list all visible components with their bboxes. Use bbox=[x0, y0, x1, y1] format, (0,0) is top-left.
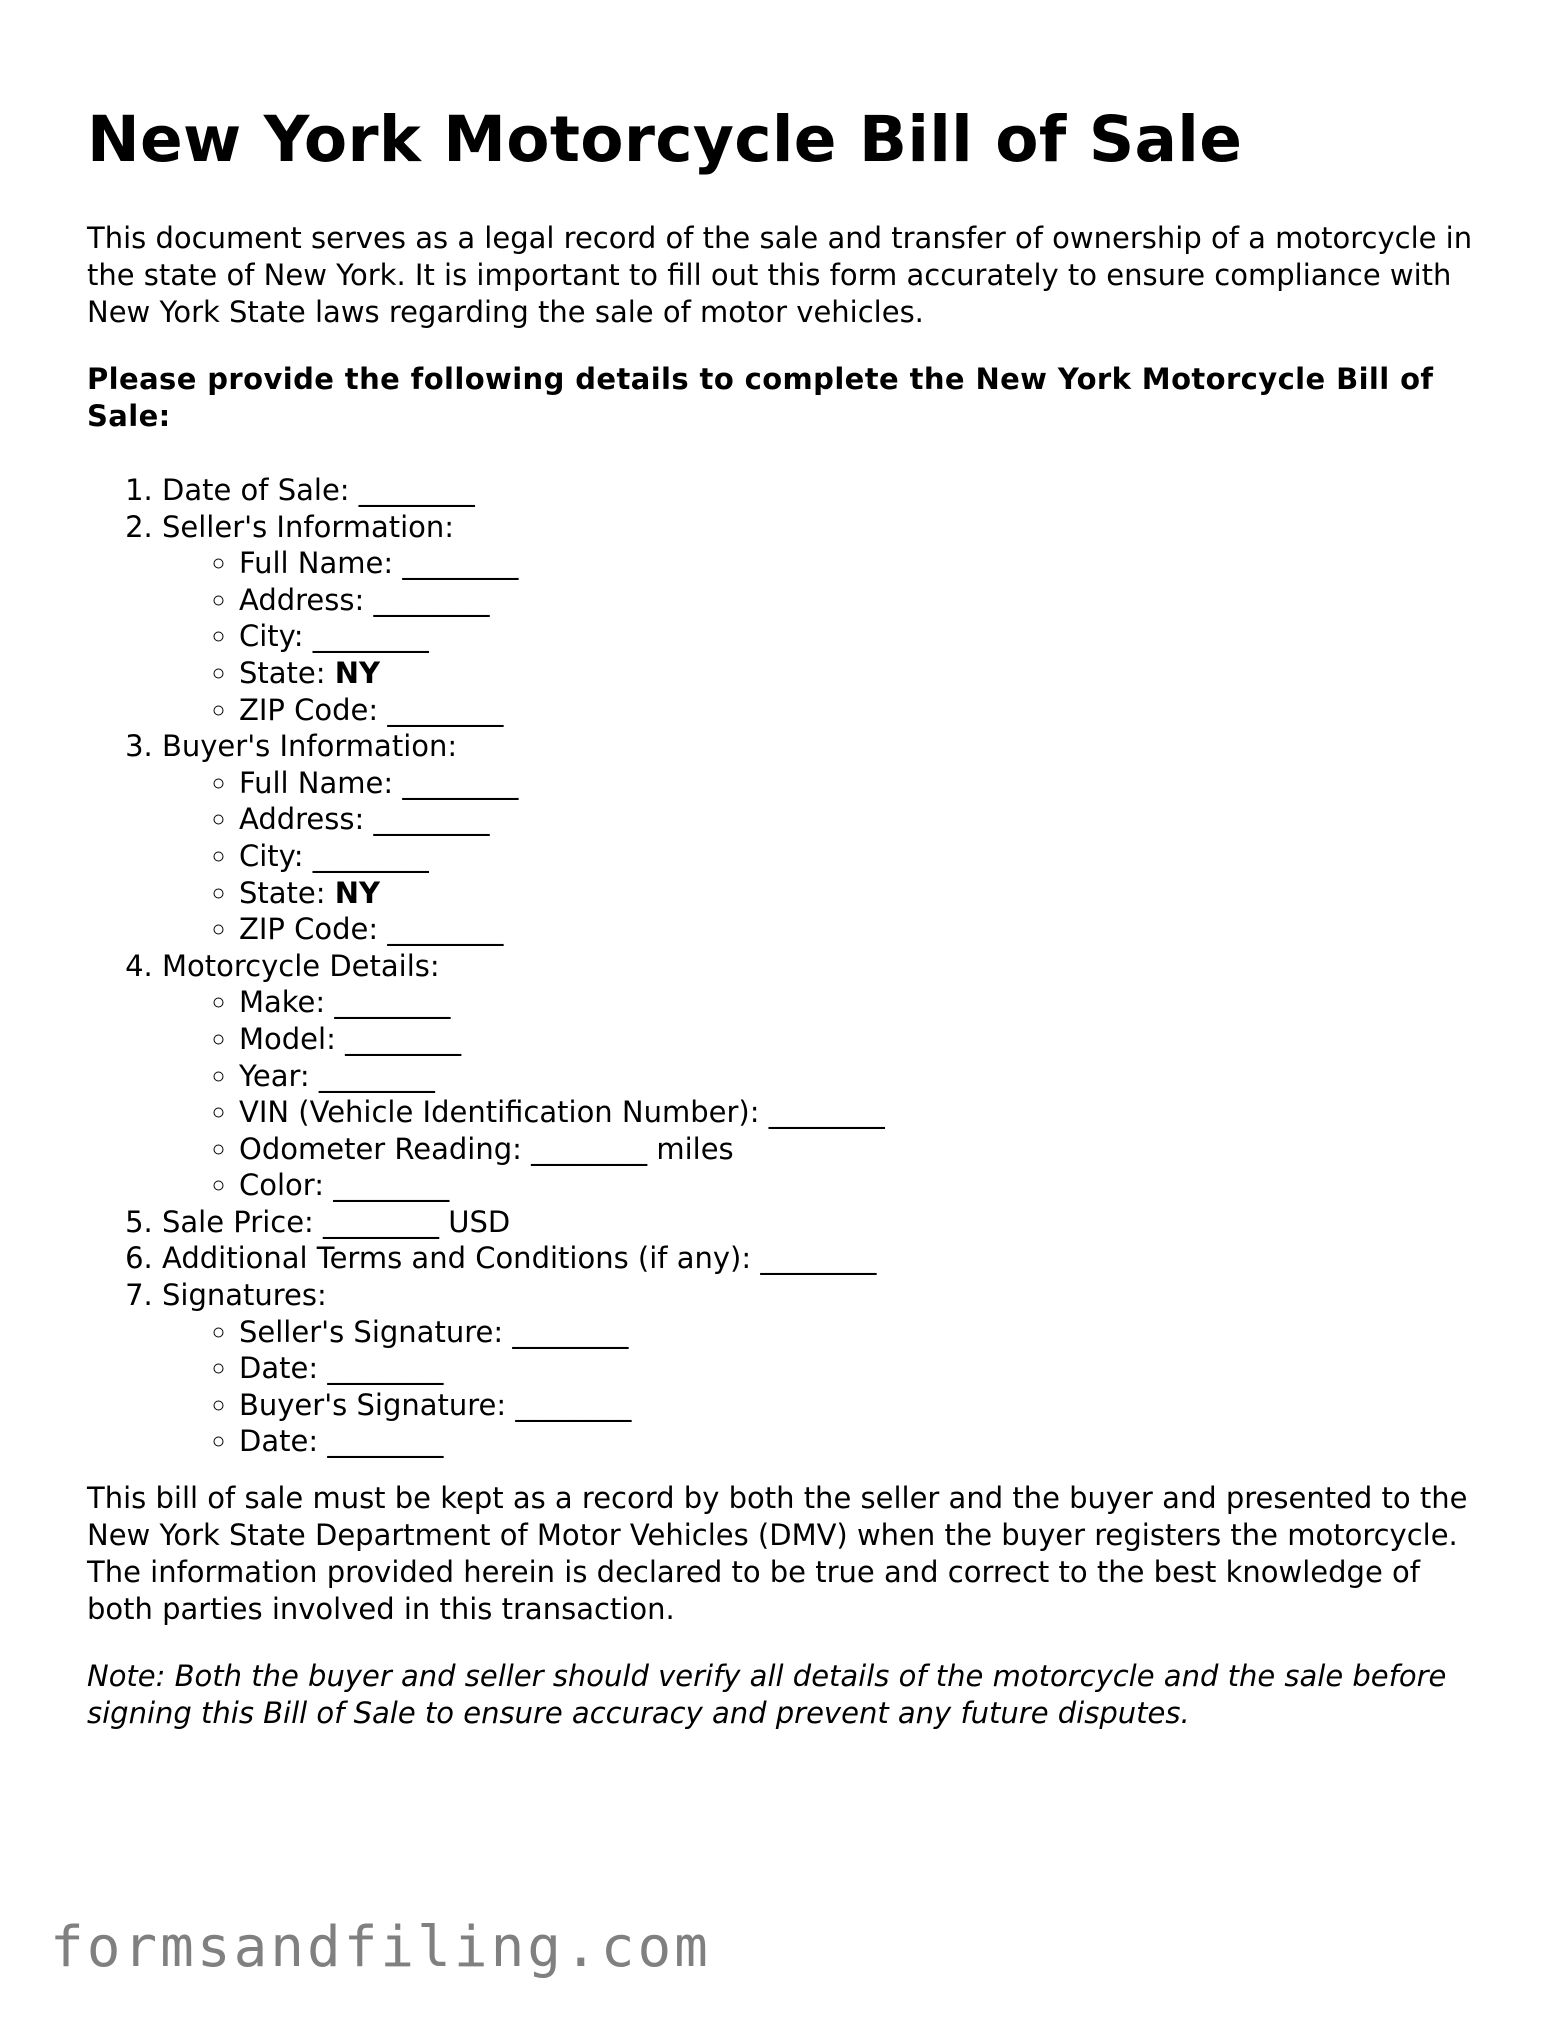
buyer-date-item bbox=[239, 1423, 1487, 1460]
seller-info-heading: Seller's Information: bbox=[162, 509, 455, 544]
buyer-city-item bbox=[239, 838, 1487, 875]
vin-item bbox=[239, 1094, 1487, 1131]
buyer-full-name-label: Full Name: bbox=[239, 765, 394, 800]
buyer-signature-item bbox=[239, 1387, 1487, 1424]
seller-address-item bbox=[239, 582, 1487, 619]
additional-terms-blank[interactable]: ________ bbox=[760, 1241, 877, 1276]
seller-zip-label: ZIP Code: bbox=[239, 692, 379, 727]
year-blank[interactable]: ________ bbox=[318, 1058, 435, 1093]
document-title: New York Motorcycle Bill of Sale bbox=[87, 103, 1243, 176]
seller-address-label: Address: bbox=[239, 582, 365, 617]
color-blank[interactable]: ________ bbox=[333, 1168, 450, 1203]
sale-price-unit: USD bbox=[448, 1204, 511, 1239]
vin-blank[interactable]: ________ bbox=[768, 1095, 885, 1130]
buyer-date-label: Date: bbox=[239, 1424, 319, 1459]
buyer-info-item bbox=[162, 728, 1487, 948]
seller-address-blank[interactable]: ________ bbox=[373, 582, 490, 617]
seller-full-name-blank[interactable]: ________ bbox=[402, 546, 519, 581]
buyer-city-label: City: bbox=[239, 838, 304, 873]
year-item bbox=[239, 1058, 1487, 1095]
buyer-signature-label: Buyer's Signature: bbox=[239, 1387, 507, 1422]
additional-terms-label: Additional Terms and Conditions (if any): bbox=[162, 1241, 752, 1276]
buyer-full-name-item bbox=[239, 765, 1487, 802]
year-label: Year: bbox=[239, 1058, 310, 1093]
seller-zip-blank[interactable]: ________ bbox=[387, 692, 504, 727]
seller-info-item bbox=[162, 509, 1487, 729]
seller-signature-label: Seller's Signature: bbox=[239, 1314, 504, 1349]
sale-price-label: Sale Price: bbox=[162, 1204, 314, 1239]
intro-paragraph: This document serves as a legal record of the sale and transfer of ownership of a motorcycle in the state of New York. It is important to fill out this form accurately to ensure compliance with New York State laws regarding the sale of motor vehicles. bbox=[87, 221, 1473, 329]
seller-state-value: NY bbox=[334, 655, 381, 690]
motorcycle-details-item bbox=[162, 948, 1487, 1204]
odometer-unit: miles bbox=[656, 1131, 734, 1166]
additional-terms-item bbox=[162, 1240, 1487, 1277]
color-label: Color: bbox=[239, 1168, 324, 1203]
buyer-info-list bbox=[162, 765, 1487, 948]
seller-info-list bbox=[162, 545, 1487, 728]
motorcycle-details-heading: Motorcycle Details: bbox=[162, 948, 440, 983]
seller-date-label: Date: bbox=[239, 1351, 319, 1386]
buyer-zip-blank[interactable]: ________ bbox=[387, 912, 504, 947]
seller-state-item bbox=[239, 655, 1487, 692]
seller-city-blank[interactable]: ________ bbox=[312, 619, 429, 654]
closing-paragraph: This bill of sale must be kept as a record by both the seller and the buyer and presented to the New York State Department of Motor Vehicles (DMV) when the buyer registers the motorcycle. The information provided herein is declared to be true and correct to the best knowledge of both parties involved in this transaction. bbox=[87, 1481, 1468, 1627]
motorcycle-details-list bbox=[162, 984, 1487, 1204]
make-item bbox=[239, 984, 1487, 1021]
seller-full-name-item bbox=[239, 545, 1487, 582]
color-item bbox=[239, 1167, 1487, 1204]
seller-zip-item bbox=[239, 692, 1487, 729]
date-of-sale-label: Date of Sale: bbox=[162, 473, 350, 507]
sale-price-blank[interactable]: ________ bbox=[323, 1204, 440, 1239]
buyer-address-item bbox=[239, 801, 1487, 838]
odometer-label: Odometer Reading: bbox=[239, 1131, 522, 1166]
form-fields-list bbox=[87, 472, 1487, 1460]
vin-label: VIN (Vehicle Identification Number): bbox=[239, 1095, 760, 1130]
buyer-city-blank[interactable]: ________ bbox=[312, 838, 429, 873]
signatures-list bbox=[162, 1314, 1487, 1460]
seller-signature-blank[interactable]: ________ bbox=[512, 1314, 629, 1349]
odometer-item bbox=[239, 1131, 1487, 1168]
buyer-address-blank[interactable]: ________ bbox=[373, 802, 490, 837]
buyer-state-value: NY bbox=[334, 875, 381, 910]
buyer-zip-label: ZIP Code: bbox=[239, 912, 379, 947]
buyer-signature-blank[interactable]: ________ bbox=[515, 1387, 632, 1422]
buyer-info-heading: Buyer's Information: bbox=[162, 729, 458, 764]
seller-city-label: City: bbox=[239, 619, 304, 654]
buyer-date-blank[interactable]: ________ bbox=[327, 1424, 444, 1459]
seller-state-label: State: bbox=[239, 655, 326, 690]
buyer-address-label: Address: bbox=[239, 802, 365, 837]
sale-price-item bbox=[162, 1204, 1487, 1241]
seller-city-item bbox=[239, 618, 1487, 655]
seller-date-blank[interactable]: ________ bbox=[327, 1351, 444, 1386]
signatures-item bbox=[162, 1277, 1487, 1460]
seller-signature-item bbox=[239, 1314, 1487, 1351]
model-blank[interactable]: ________ bbox=[345, 1021, 462, 1056]
odometer-blank[interactable]: ________ bbox=[531, 1131, 648, 1166]
buyer-state-label: State: bbox=[239, 875, 326, 910]
model-label: Model: bbox=[239, 1021, 336, 1056]
buyer-full-name-blank[interactable]: ________ bbox=[402, 765, 519, 800]
seller-date-item bbox=[239, 1350, 1487, 1387]
seller-full-name-label: Full Name: bbox=[239, 546, 394, 581]
buyer-state-item bbox=[239, 875, 1487, 912]
buyer-zip-item bbox=[239, 911, 1487, 948]
signatures-heading: Signatures: bbox=[162, 1278, 327, 1313]
make-label: Make: bbox=[239, 985, 326, 1020]
make-blank[interactable]: ________ bbox=[334, 985, 451, 1020]
model-item bbox=[239, 1021, 1487, 1058]
document-page bbox=[87, 100, 1487, 1732]
date-of-sale-blank[interactable]: ________ bbox=[358, 473, 475, 507]
note-paragraph: Note: Both the buyer and seller should verify all details of the motorcycle and the sale before signing this Bill of Sale to ensure accuracy and prevent any future disputes. bbox=[87, 1659, 1447, 1731]
watermark-text: formsandfiling.com bbox=[50, 1915, 711, 1980]
date-of-sale-item bbox=[162, 472, 1487, 509]
instructions-paragraph: Please provide the following details to complete the New York Motorcycle Bill of Sale: bbox=[87, 362, 1434, 433]
